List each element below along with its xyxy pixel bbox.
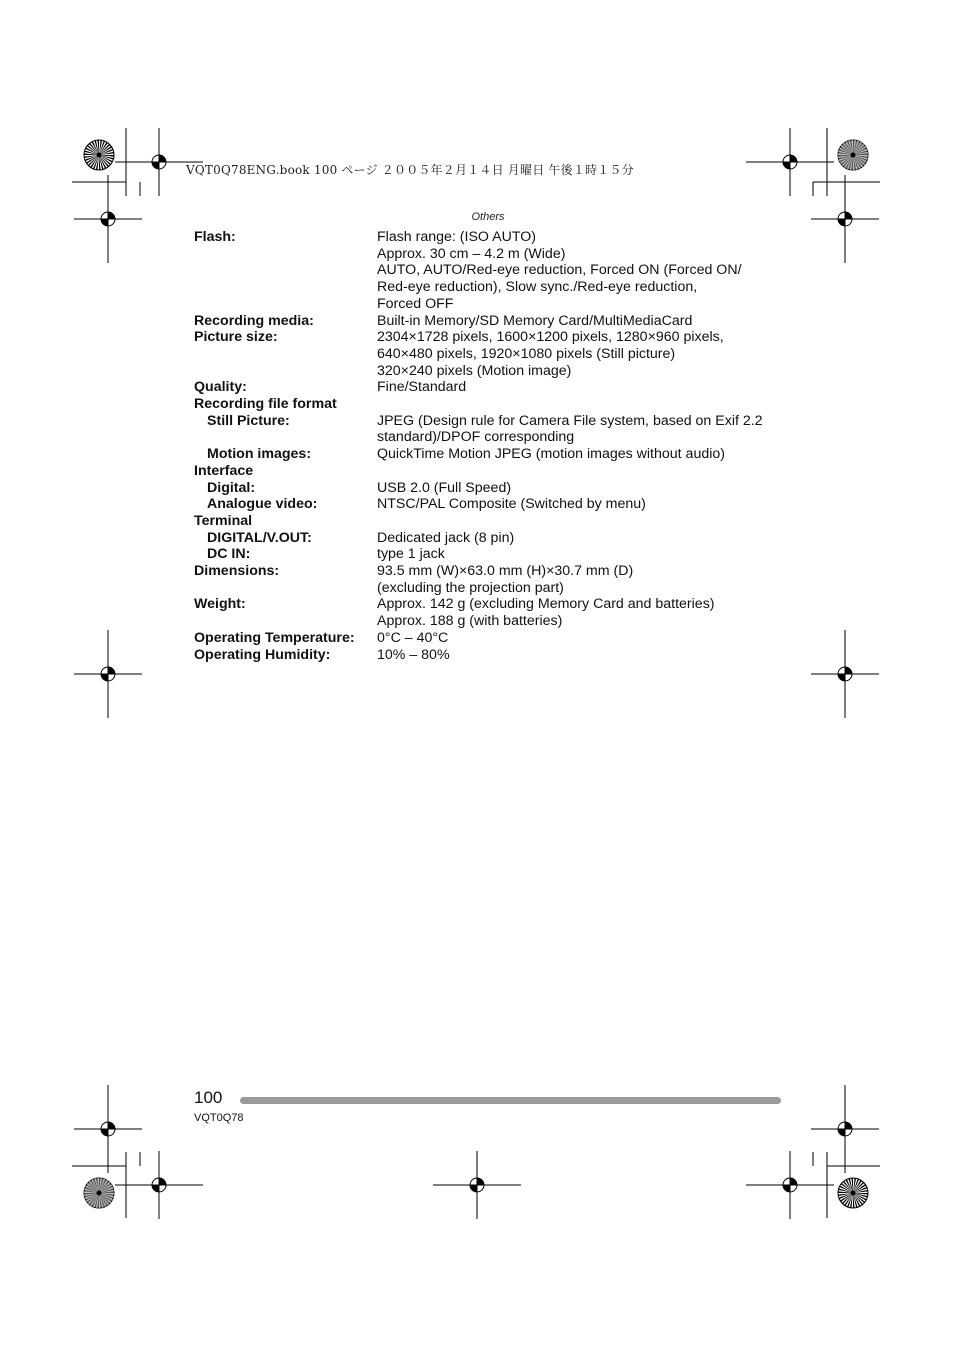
spec-value-line xyxy=(377,396,794,413)
spec-row xyxy=(194,546,794,563)
spec-value-line: 93.5 mm (W)×63.0 mm (H)×30.7 mm (D) xyxy=(377,563,634,580)
spec-value-line: Approx. 30 cm – 4.2 m (Wide) xyxy=(377,245,566,262)
page-number: 100 xyxy=(194,1088,223,1107)
spec-label: DC IN: xyxy=(207,546,251,563)
spec-value xyxy=(377,530,794,547)
spec-value xyxy=(377,313,794,330)
spec-row xyxy=(194,313,794,330)
spec-label: Operating Humidity: xyxy=(194,646,331,663)
print-slug: VQT0Q78ENG.book 100 ページ ２００５年２月１４日 月曜日 午後１時１５分 xyxy=(186,163,634,177)
spec-value xyxy=(377,329,794,379)
spec-label: Weight: xyxy=(194,596,246,613)
spec-row xyxy=(194,596,794,629)
spec-value-line: Approx. 142 g (excluding Memory Card and batteries) xyxy=(377,596,715,613)
spec-label: Picture size: xyxy=(194,329,278,346)
spec-value xyxy=(377,496,794,513)
spec-label: Recording file format xyxy=(194,396,337,413)
spec-value-line: 2304×1728 pixels, 1600×1200 pixels, 1280×960 pixels, xyxy=(377,329,724,346)
spec-value-line: JPEG (Design rule for Camera File system, based on Exif 2.2 xyxy=(377,412,763,429)
spec-value xyxy=(377,379,794,396)
spec-value xyxy=(377,413,794,446)
spec-value-line: type 1 jack xyxy=(377,546,445,563)
spec-row xyxy=(194,563,794,596)
spec-value xyxy=(377,463,794,480)
spec-label: DIGITAL/V.OUT: xyxy=(207,529,312,546)
spec-label: Dimensions: xyxy=(194,563,280,580)
spec-value xyxy=(377,480,794,497)
spec-row xyxy=(194,396,794,413)
spec-value-line xyxy=(377,463,794,480)
spec-value xyxy=(377,563,794,596)
spec-value xyxy=(377,229,794,313)
spec-row xyxy=(194,480,794,497)
spec-row xyxy=(194,530,794,547)
spec-value-line: AUTO, AUTO/Red-eye reduction, Forced ON (Forced ON/ xyxy=(377,262,742,279)
spec-value-line: Flash range: (ISO AUTO) xyxy=(377,229,537,245)
spec-label: Motion images: xyxy=(207,446,312,463)
starburst-mark xyxy=(84,140,114,170)
spec-row xyxy=(194,463,794,480)
crosshair-mark xyxy=(74,630,142,718)
spec-row xyxy=(194,647,794,664)
model-code: VQT0Q78 xyxy=(194,1112,244,1124)
spec-value-line: USB 2.0 (Full Speed) xyxy=(377,479,512,496)
spec-value-line: QuickTime Motion JPEG (motion images without audio) xyxy=(377,446,725,463)
specifications-list xyxy=(194,229,794,663)
spec-value-line: Forced OFF xyxy=(377,295,454,312)
footer-rule xyxy=(240,1097,781,1104)
spec-value-line: standard)/DPOF corresponding xyxy=(377,429,575,446)
spec-value xyxy=(377,446,794,463)
spec-value-line: NTSC/PAL Composite (Switched by menu) xyxy=(377,496,646,513)
spec-value-line: 10% – 80% xyxy=(377,646,450,663)
spec-label: Analogue video: xyxy=(207,496,318,513)
crosshair-mark xyxy=(811,1085,879,1173)
spec-value-line: Fine/Standard xyxy=(377,379,467,396)
crosshair-mark xyxy=(811,630,879,718)
spec-value-line: Red-eye reduction), Slow sync./Red-eye reduction, xyxy=(377,279,698,296)
spec-value xyxy=(377,647,794,664)
starburst-mark xyxy=(838,140,868,170)
spec-value-line: 640×480 pixels, 1920×1080 pixels (Still picture) xyxy=(377,345,676,362)
spec-value xyxy=(377,513,794,530)
spec-value xyxy=(377,596,794,629)
spec-value xyxy=(377,546,794,563)
spec-value-line: Built-in Memory/SD Memory Card/MultiMediaCard xyxy=(377,312,693,329)
spec-label: Flash: xyxy=(194,229,236,245)
spec-value-line: Approx. 188 g (with batteries) xyxy=(377,613,563,630)
spec-label: Recording media: xyxy=(194,312,314,329)
spec-row xyxy=(194,513,794,530)
crosshair-mark xyxy=(433,1151,521,1219)
spec-row xyxy=(194,630,794,647)
crosshair-mark xyxy=(115,1151,203,1219)
spec-value-line xyxy=(377,513,794,530)
spec-row xyxy=(194,413,794,446)
starburst-mark xyxy=(84,1178,114,1208)
spec-row xyxy=(194,496,794,513)
spec-value xyxy=(377,396,794,413)
spec-value xyxy=(377,630,794,647)
spec-label: Operating Temperature: xyxy=(194,629,355,646)
spec-row xyxy=(194,329,794,379)
starburst-mark xyxy=(838,1178,868,1208)
spec-value-line: (excluding the projection part) xyxy=(377,579,564,596)
section-header: Others xyxy=(471,211,505,223)
spec-row xyxy=(194,379,794,396)
spec-label: Interface xyxy=(194,462,254,479)
spec-label: Digital: xyxy=(207,479,256,496)
spec-label: Still Picture: xyxy=(207,412,290,429)
spec-label: Quality: xyxy=(194,379,247,396)
spec-row xyxy=(194,446,794,463)
spec-value-line: Dedicated jack (8 pin) xyxy=(377,529,515,546)
crosshair-mark xyxy=(74,1085,142,1173)
spec-label: Terminal xyxy=(194,512,253,529)
spec-row xyxy=(194,229,794,313)
spec-value-line: 0°C – 40°C xyxy=(377,629,449,646)
spec-value-line: 320×240 pixels (Motion image) xyxy=(377,362,572,379)
crosshair-mark xyxy=(746,1151,834,1219)
crosshair-mark xyxy=(746,128,834,196)
